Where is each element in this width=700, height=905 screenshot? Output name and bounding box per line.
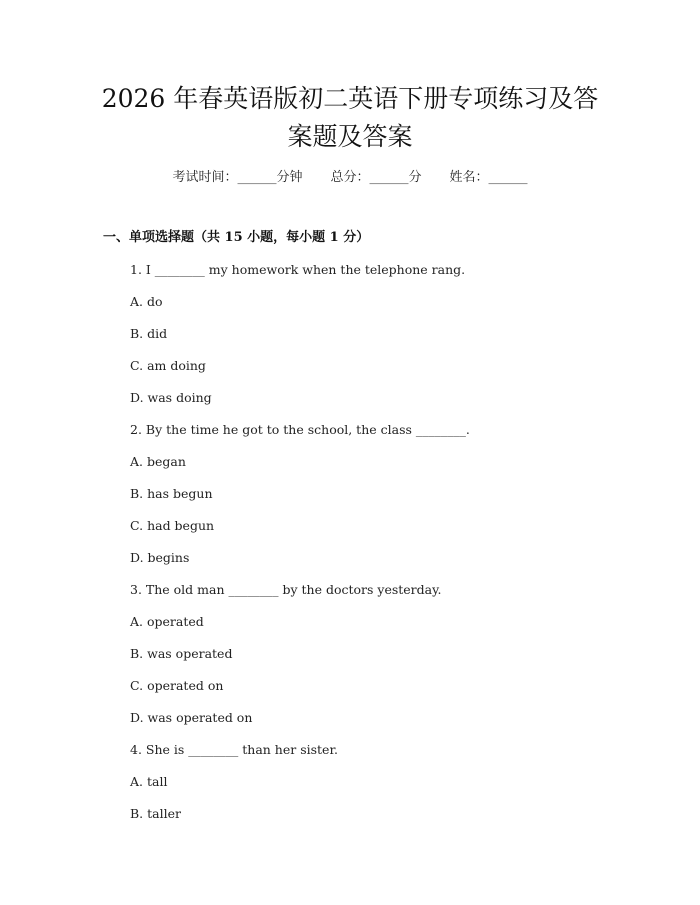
question-option: C. am doing [130, 358, 206, 373]
section-heading: 一、单项选择题（共 15 小题，每小题 1 分） [103, 230, 370, 245]
exam-meta-line [0, 168, 700, 188]
document-title-line-2: 案题及答案 [287, 122, 413, 151]
question-option: D. was operated on [130, 710, 253, 725]
question-option: B. has begun [130, 486, 213, 501]
question-option: A. operated [130, 614, 204, 629]
question-option: B. was operated [130, 646, 233, 661]
document-title-line-1: 2026 年春英语版初二英语下册专项练习及答 [101, 84, 599, 113]
question-option: C. operated on [130, 678, 224, 693]
question-option: A. do [130, 294, 163, 309]
question-option: B. taller [130, 806, 181, 821]
question-option: C. had begun [130, 518, 215, 533]
question-option: B. did [130, 326, 168, 341]
question-option: D. begins [130, 550, 190, 565]
total-score-field: 总分：______分 [330, 170, 422, 185]
question-stem: 1. I ________ my homework when the telephone rang. [130, 262, 466, 277]
question-option: A. began [130, 454, 186, 469]
question-option: D. was doing [130, 390, 212, 405]
question-stem: 4. She is ________ than her sister. [130, 742, 339, 757]
question-stem: 2. By the time he got to the school, the class ________. [130, 422, 470, 437]
student-name-field: 姓名：______ [449, 170, 528, 185]
exam-time-field: 考试时间：______分钟 [172, 170, 303, 185]
question-option: A. tall [130, 774, 168, 789]
question-stem: 3. The old man ________ by the doctors yesterday. [130, 582, 442, 597]
